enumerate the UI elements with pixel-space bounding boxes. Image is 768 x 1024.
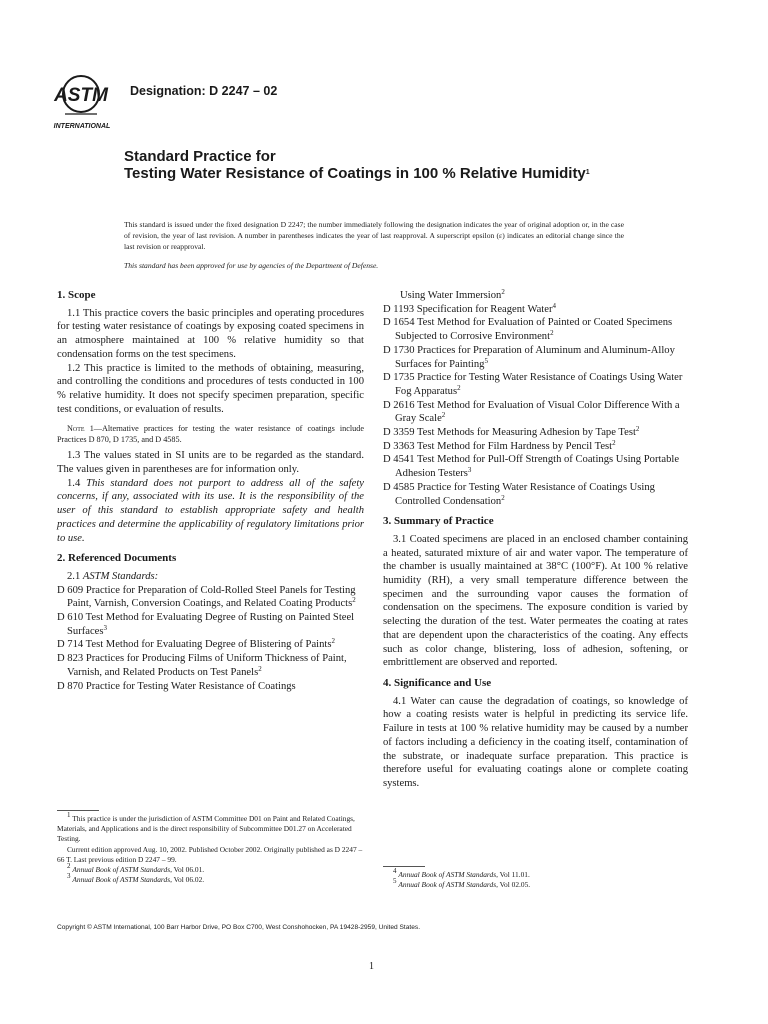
footnote-rule-right	[383, 866, 425, 867]
reference-text: D 1654 Test Method for Evaluation of Painted or Coated Specimens Subjected to Corrosive Environment	[383, 317, 673, 343]
section-1-3: 1.3 The values stated in SI units are to be regarded as the standard. The values given in parentheses are for information only.	[57, 450, 364, 476]
reference-d823	[57, 652, 364, 679]
reference-d610	[57, 611, 364, 638]
footnote-1-edition: Current edition approved Aug. 10, 2002. Published October 2002. Originally published as D 2247 – 66 T. Last previous edition D 2247 – 99.	[57, 844, 363, 864]
section-3-1: 3.1 Coated specimens are placed in an enclosed chamber containing a heated, saturated mixture of air and water vapor. The temperature of the chamber is usually maintained at 38°C (100°F). At 100 % relative humidity (RH), a very small temperature difference between the specimen and the surrounding vapor causes the formation of condensation on the specimens. The exposure condition is varied by selecting the duration of the test. Water permeates the coating at rates that are dependent upon the characteristics of the coating. Any effects such as color change, blistering, loss of adhesion, softening, or embrittlement are observed and reported.	[383, 533, 688, 669]
footnote-5	[383, 877, 688, 890]
reference-text: D 870 Practice for Testing Water Resistance of Coatings	[57, 680, 296, 692]
title-line-1: Standard Practice for	[124, 148, 276, 165]
reference-footnote-mark: 2	[441, 411, 446, 420]
reference-text: D 610 Test Method for Evaluating Degree of Rusting on Painted Steel Surfaces	[57, 612, 355, 637]
page-number: 1	[369, 961, 374, 972]
reference-footnote-mark: 2	[352, 596, 356, 605]
footnote-2	[57, 862, 364, 875]
designation: Designation: D 2247 – 02	[130, 84, 278, 98]
reference-d3359	[383, 426, 688, 440]
reference-d2616	[383, 399, 688, 426]
right-column	[383, 289, 688, 791]
reference-d4585	[383, 481, 688, 508]
section-1-1: 1.1 This practice covers the basic principles and operating procedures for testing water resistance of coatings by exposing coated specimens in an atmosphere maintained at 100 % relative humidity so that condensation forms on the test specimens.	[57, 307, 364, 360]
footnote-rule-left	[57, 810, 99, 811]
copyright-notice: Copyright © ASTM International, 100 Barr Harbor Drive, PO Box C700, West Conshohocken, PA 19428-2959, United States.	[57, 924, 421, 931]
reference-d3363	[383, 440, 688, 454]
significance-heading: 4. Significance and Use	[383, 676, 492, 689]
reference-footnote-mark: 3	[103, 623, 107, 632]
section-1-4-number: 1.4	[67, 477, 81, 489]
section-1-4-text: This standard does not purport to address all of the safety concerns, if any, associated with its use. It is the responsibility of the user of this standard to establish appropriate safety and health practices and determine the applicability of regulatory limitations prior to use.	[57, 477, 365, 544]
title-main: Testing Water Resistance of Coatings in 100 % Relative Humidity	[124, 165, 586, 182]
section-2-1-label: ASTM Standards:	[82, 570, 159, 582]
reference-d870-continued	[383, 289, 688, 303]
footnote-4	[383, 867, 688, 880]
reference-text: D 1735 Practice for Testing Water Resistance of Coatings Using Water Fog Apparatus	[383, 372, 683, 397]
reference-text: D 2616 Test Method for Evaluation of Visual Color Difference With a Gray Scale	[383, 399, 680, 425]
reference-text: D 823 Practices for Producing Films of Uniform Thickness of Paint, Varnish, and Related Products on Test Panels	[57, 653, 347, 678]
footnote-text: Annual Book of ASTM Standards	[72, 875, 171, 885]
footnotes-right	[383, 867, 688, 890]
reference-footnote-mark: 4	[552, 301, 556, 310]
footnote-text: Annual Book of ASTM Standards	[398, 880, 497, 890]
dod-notice: This standard has been approved for use by agencies of the Department of Defense.	[124, 261, 379, 270]
astm-standards-subheading	[57, 570, 364, 584]
footnote-volume: , Vol 06.02.	[170, 875, 205, 885]
reference-footnote-mark: 2	[635, 425, 640, 434]
reference-footnote-mark: 3	[467, 466, 472, 475]
reference-footnote-mark: 2	[331, 637, 335, 646]
section-1-4	[57, 477, 364, 546]
reference-d870	[57, 680, 364, 694]
summary-heading: 3. Summary of Practice	[383, 515, 494, 528]
reference-d4541	[383, 453, 688, 480]
footnote-volume: , Vol 02.05.	[496, 880, 531, 890]
note-1-text: —Alternative practices for testing the water resistance of coatings include Practices D 870, D 1735, and D 4585.	[57, 424, 365, 445]
footnote-text: This practice is under the jurisdiction of ASTM Committee D01 on Paint and Related Coatings, Materials, and Applications and is the direct responsibility of Subcommittee D01.27 on Accelerated Testing.	[57, 814, 355, 844]
left-column	[57, 289, 364, 693]
reference-text: D 3359 Test Methods for Measuring Adhesion by Tape Test	[383, 427, 636, 439]
designation-intro: This standard is issued under the fixed designation D 2247; the number immediately following the designation indicates the year of original adoption or, in the case of revision, the year of last revision. A number in parentheses indicates the year of last reapproval. A superscript epsilon (ε) indicates an editorial change since the last revision or reapproval.	[124, 220, 624, 251]
footnote-mark: 3	[67, 872, 71, 881]
footnote-volume: , Vol 06.01.	[170, 865, 205, 875]
footnote-volume: , Vol 11.01.	[496, 870, 530, 879]
reference-footnote-mark: 2	[501, 493, 505, 502]
reference-text: D 1193 Specification for Reagent Water	[383, 303, 553, 315]
reference-text: D 4541 Test Method for Pull-Off Strength of Coatings Using Portable Adhesion Testers	[383, 454, 680, 480]
reference-footnote-mark: 2	[258, 664, 262, 673]
reference-text: D 4585 Practice for Testing Water Resistance of Coatings Using Controlled Condensation	[383, 481, 655, 507]
section-2-1-number: 2.1	[67, 570, 81, 582]
footnote-3	[57, 872, 364, 885]
note-1-label: Note 1	[67, 424, 94, 434]
footnote-mark: 4	[393, 867, 397, 875]
reference-d609	[57, 584, 364, 611]
astm-logo	[45, 70, 123, 134]
footnote-text: Annual Book of ASTM Standards	[72, 865, 171, 875]
reference-footnote-mark: 2	[612, 438, 616, 447]
section-1-2: 1.2 This practice is limited to the methods of obtaining, measuring, and controlling the conditions and procedures of tests conducted in 100 % relative humidity. It does not specify specimen preparation, specific test conditions, or evaluation of results.	[57, 362, 364, 415]
footnote-text: Annual Book of ASTM Standards	[398, 870, 497, 879]
reference-text: D 609 Practice for Preparation of Cold-Rolled Steel Panels for Testing Paint, Varnish, Conversion Coatings, and Related Coating Products	[57, 584, 356, 610]
reference-d1735	[383, 371, 688, 398]
reference-footnote-mark: 2	[457, 383, 461, 392]
reference-text: D 714 Test Method for Evaluating Degree of Blistering of Paints	[57, 639, 332, 651]
reference-d714	[57, 638, 364, 652]
reference-d1193	[383, 303, 688, 317]
section-4-1: 4.1 Water can cause the degradation of coatings, so knowledge of how a coating resists water is helpful in predicting its service life. Failure in tests at 100 % relative humidity may be caused by a number of factors including a deficiency in the coating itself, contamination of the substrate, or inadequate surface preparation. This practice is therefore useful for evaluating coatings alone or complete coating systems.	[383, 695, 688, 789]
logo-subtext: INTERNATIONAL	[53, 123, 111, 130]
reference-text: D 1730 Practices for Preparation of Aluminum and Aluminum-Alloy Surfaces for Painting	[383, 344, 675, 370]
scope-heading: 1. Scope	[57, 289, 96, 301]
logo-wordmark: ASTM	[54, 85, 108, 106]
referenced-documents-heading: 2. Referenced Documents	[57, 552, 177, 565]
footnotes-left	[57, 811, 364, 885]
footnote-1	[57, 811, 364, 845]
reference-text: Using Water Immersion	[400, 290, 502, 301]
footnote-mark: 5	[393, 877, 397, 886]
note-1	[57, 423, 364, 445]
reference-d1730	[383, 344, 688, 371]
title-footnote-mark: 1	[585, 169, 590, 176]
footnote-mark: 2	[67, 862, 71, 871]
reference-text: D 3363 Test Method for Film Hardness by Pencil Test	[383, 440, 613, 452]
title-line-2	[124, 165, 644, 183]
reference-footnote-mark: 2	[501, 288, 505, 296]
reference-d1654	[383, 316, 688, 343]
reference-footnote-mark: 5	[484, 356, 488, 365]
reference-footnote-mark: 2	[550, 329, 554, 338]
footnote-mark: 1	[67, 811, 71, 819]
